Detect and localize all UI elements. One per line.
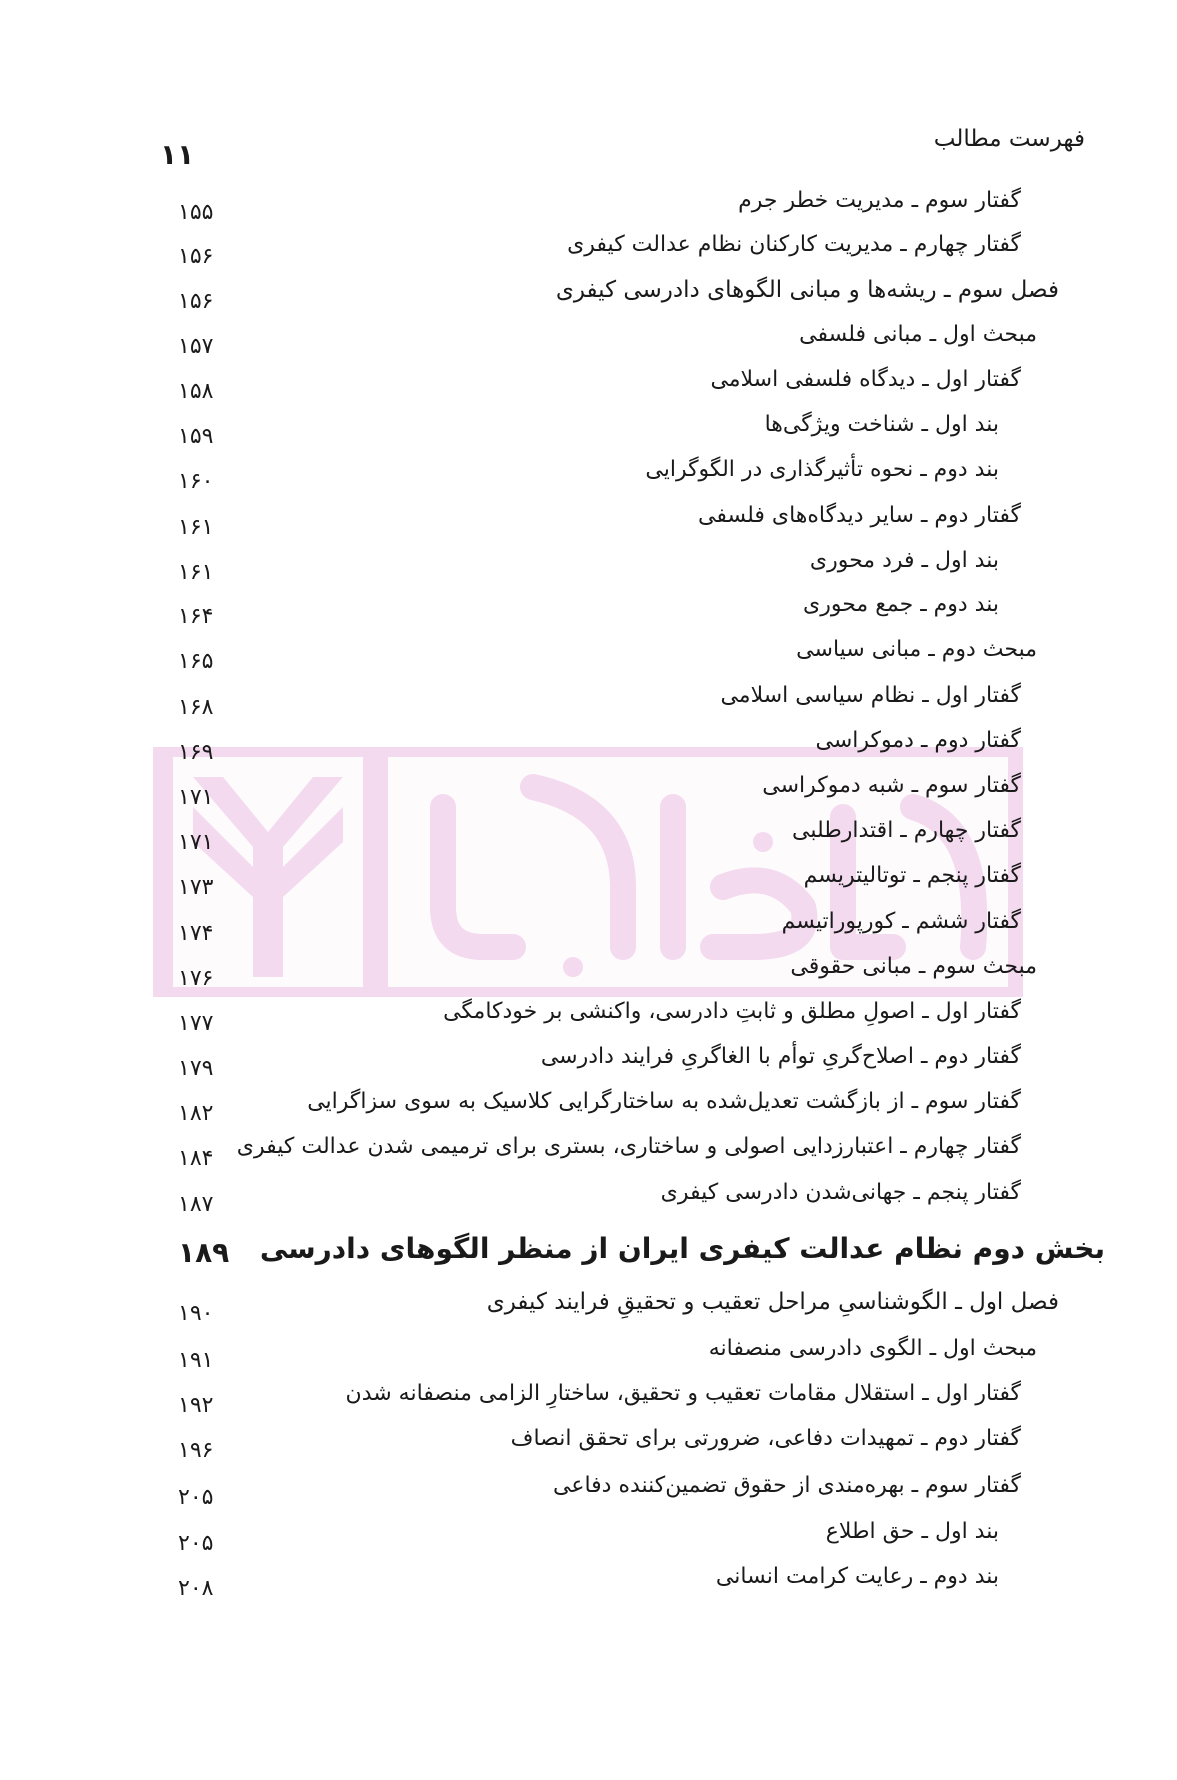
page-number: ۱۱ — [160, 138, 195, 171]
toc-entry-page: ۱۹۶ — [178, 1438, 214, 1463]
toc-entry-title: گفتار ششم ـ کورپوراتیسم — [781, 909, 1021, 934]
toc-entry-page: ۱۵۸ — [178, 379, 214, 404]
toc-entry-page: ۱۷۷ — [178, 1011, 214, 1036]
toc-entry-title: مبحث اول ـ الگوی دادرسی منصفانه — [708, 1336, 1037, 1361]
toc-entry-title: گفتار سوم ـ بهره‌مندی از حقوق تضمین‌کننده دفاعی — [552, 1473, 1021, 1498]
toc-entry-page: ۱۶۴ — [178, 604, 214, 629]
toc-entry — [0, 818, 1177, 860]
toc-entry — [0, 1426, 1177, 1468]
running-header-title: فهرست مطالب — [933, 126, 1085, 152]
toc-entry-page: ۱۶۱ — [178, 560, 214, 585]
toc-entry-title: گفتار پنجم ـ جهانی‌شدن دادرسی کیفری — [660, 1180, 1021, 1205]
toc-entry-title: گفتار چهارم ـ مدیریت کارکنان نظام عدالت کیفری — [567, 232, 1021, 257]
toc-entry-title: گفتار دوم ـ دموکراسی — [815, 728, 1021, 753]
toc-entry — [0, 1044, 1177, 1086]
toc-entry-title: گفتار سوم ـ مدیریت خطر جرم — [738, 188, 1021, 213]
toc-entry-page: ۱۷۴ — [178, 921, 214, 946]
toc-entry-page: ۱۹۲ — [178, 1393, 214, 1418]
toc-entry — [0, 683, 1177, 725]
toc-entry — [0, 773, 1177, 815]
toc-entry-page: ۱۸۲ — [178, 1101, 214, 1126]
toc-entry — [0, 1564, 1177, 1606]
toc-entry-title: گفتار چهارم ـ اعتبارزدایی اصولی و ساختاری، بستری برای ترمیمی شدن عدالت کیفری — [236, 1134, 1021, 1159]
toc-entry-title: گفتار اول ـ اصولِ مطلق و ثابتِ دادرسی، واکنشی بر خودکامگی — [443, 999, 1021, 1024]
toc-entry-title: گفتار دوم ـ سایر دیدگاه‌های فلسفی — [697, 503, 1021, 528]
toc-entry — [0, 637, 1177, 679]
toc-entry-page: ۱۶۹ — [178, 740, 214, 765]
toc-entry — [0, 863, 1177, 905]
toc-entry — [0, 232, 1177, 274]
toc-entry-title: فصل سوم ـ ریشه‌ها و مبانی الگوهای دادرسی کیفری — [555, 277, 1059, 303]
toc-entry-title: گفتار سوم ـ از بازگشت تعدیل‌شده به ساختارگرایی کلاسیک به سوی سزاگرایی — [307, 1089, 1021, 1114]
toc-entry-page: ۱۷۱ — [178, 830, 214, 855]
toc-entry-page: ۱۵۹ — [178, 424, 214, 449]
toc-entry-page: ۱۸۹ — [178, 1236, 230, 1269]
toc-entry-page: ۱۵۶ — [178, 244, 214, 269]
toc-entry-title: بند اول ـ حق اطلاع — [825, 1519, 999, 1544]
toc-entry-page: ۱۸۴ — [178, 1146, 214, 1171]
toc-entry-title: مبحث اول ـ مبانی فلسفی — [799, 322, 1037, 347]
toc-entry-title: بند اول ـ فرد محوری — [809, 548, 999, 573]
toc-entry — [0, 999, 1177, 1041]
toc-entry — [0, 412, 1177, 454]
toc-entry — [0, 503, 1177, 545]
toc-entry — [0, 1336, 1177, 1378]
toc-entry-page: ۱۵۵ — [178, 200, 214, 225]
toc-entry-title: گفتار پنجم ـ توتالیتریسم — [803, 863, 1021, 888]
toc-entry — [0, 1089, 1177, 1131]
toc-entry-title: بند دوم ـ رعایت کرامت انسانی — [715, 1564, 999, 1589]
toc-entry-page: ۱۷۹ — [178, 1056, 214, 1081]
toc-entry — [0, 188, 1177, 230]
toc-entry — [0, 592, 1177, 634]
toc-entry-page: ۱۷۳ — [178, 875, 214, 900]
toc-entry-title: بخش دوم نظام عدالت کیفری ایران از منظر الگوهای دادرسی — [259, 1232, 1105, 1265]
toc-entry-page: ۱۵۶ — [178, 289, 214, 314]
toc-entry — [0, 548, 1177, 590]
toc-entry-page: ۱۹۰ — [178, 1301, 214, 1326]
toc-entry-page: ۲۰۵ — [178, 1531, 214, 1556]
toc-entry-title: گفتار چهارم ـ اقتدارطلبی — [791, 818, 1021, 843]
toc-entry — [0, 1232, 1177, 1274]
toc-entry — [0, 1289, 1177, 1331]
toc-entry-title: گفتار سوم ـ شبه دموکراسی — [762, 773, 1021, 798]
toc-entry-title: گفتار اول ـ دیدگاه فلسفی اسلامی — [710, 367, 1021, 392]
toc-entry — [0, 1519, 1177, 1561]
toc-entry-page: ۱۷۱ — [178, 785, 214, 810]
toc-entry — [0, 367, 1177, 409]
toc-entry-title: گفتار دوم ـ اصلاح‌گریِ توأم با الغاگریِ فرایند دادرسی — [540, 1044, 1021, 1069]
toc-entry-page: ۲۰۵ — [178, 1485, 214, 1510]
toc-entry-page: ۱۶۱ — [178, 515, 214, 540]
toc-entry — [0, 1134, 1177, 1176]
toc-entry-page: ۱۵۷ — [178, 334, 214, 359]
toc-entry-page: ۱۶۸ — [178, 695, 214, 720]
toc-entry-title: بند دوم ـ نحوه تأثیرگذاری در الگوگرایی — [645, 457, 999, 482]
toc-entry-page: ۱۶۰ — [178, 469, 214, 494]
toc-entry-title: بند دوم ـ جمع محوری — [803, 592, 999, 617]
toc-entry — [0, 909, 1177, 951]
toc-entry-title: مبحث دوم ـ مبانی سیاسی — [796, 637, 1037, 662]
toc-entry — [0, 277, 1177, 319]
toc-entry — [0, 1180, 1177, 1222]
toc-entry-title: گفتار اول ـ نظام سیاسی اسلامی — [720, 683, 1021, 708]
toc-entry-page: ۲۰۸ — [178, 1576, 214, 1601]
toc-entry-page: ۱۶۵ — [178, 649, 214, 674]
toc-entry-title: مبحث سوم ـ مبانی حقوقی — [790, 954, 1037, 979]
toc-entry — [0, 1473, 1177, 1515]
toc-entry — [0, 322, 1177, 364]
toc-entry-page: ۱۸۷ — [178, 1192, 214, 1217]
toc-entry — [0, 728, 1177, 770]
toc-entry — [0, 954, 1177, 996]
toc-entry-title: فصل اول ـ الگوشناسیِ مراحل تعقیب و تحقیقِ فرایند کیفری — [486, 1289, 1059, 1315]
toc-entry-page: ۱۹۱ — [178, 1348, 214, 1373]
toc-entry — [0, 1381, 1177, 1423]
toc-entry-title: بند اول ـ شناخت ویژگی‌ها — [764, 412, 999, 437]
toc-entry-page: ۱۷۶ — [178, 966, 214, 991]
toc-entry-title: گفتار اول ـ استقلال مقامات تعقیب و تحقیق، ساختارِ الزامی منصفانه شدن — [345, 1381, 1021, 1406]
toc-entry — [0, 457, 1177, 499]
toc-entry-title: گفتار دوم ـ تمهیدات دفاعی، ضرورتی برای تحقق انصاف — [510, 1426, 1021, 1451]
